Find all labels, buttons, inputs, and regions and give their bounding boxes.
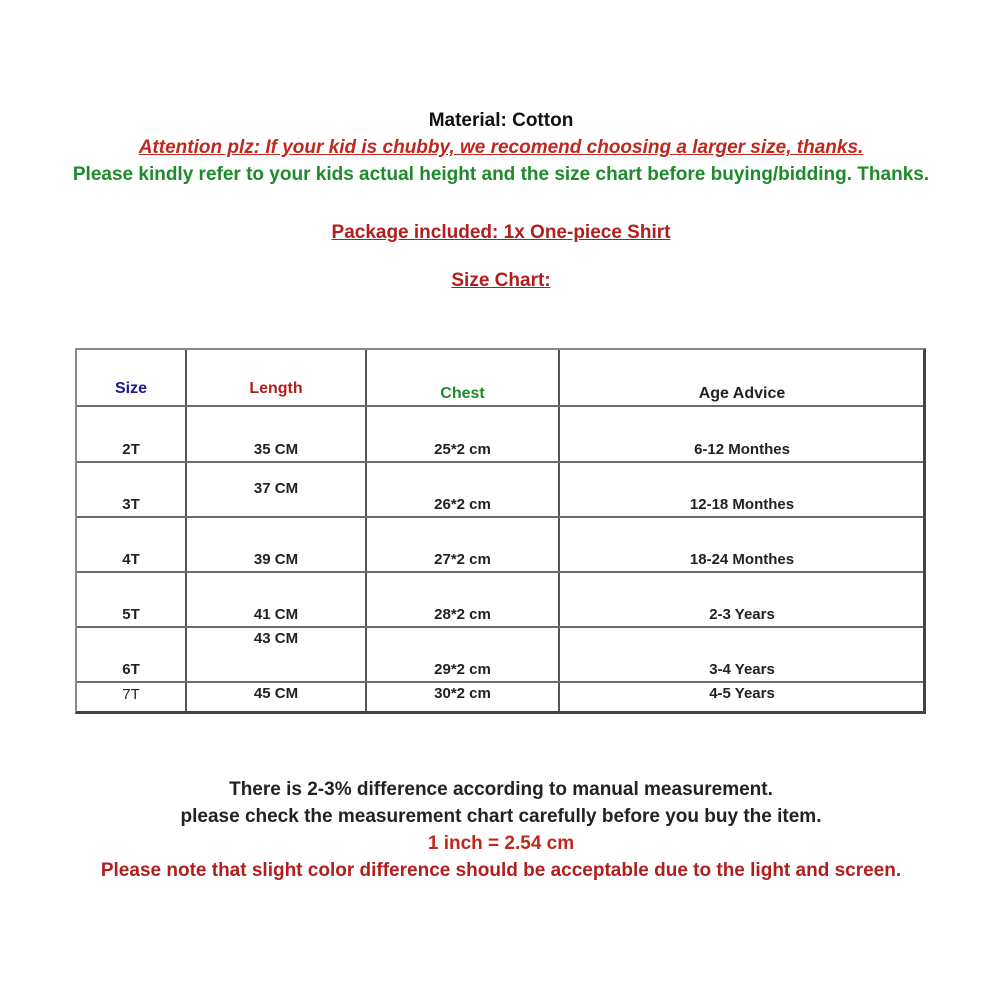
cell-length: 45 CM [253, 685, 299, 702]
cell-size: 7T [122, 686, 140, 703]
cell-length: 35 CM [253, 441, 299, 458]
column-header-chest: Chest [440, 385, 485, 402]
cell-chest: 30*2 cm [434, 685, 491, 702]
row-divider [77, 405, 923, 407]
cell-length: 41 CM [253, 606, 299, 623]
cell-size: 4T [122, 551, 140, 568]
row-divider [77, 461, 923, 463]
measurement-difference-note: There is 2-3% difference according to manual measurement. [229, 779, 773, 800]
cell-age: 18-24 Monthes [689, 551, 795, 568]
size-chart-title: Size Chart: [451, 270, 551, 291]
column-header-size: Size [114, 380, 147, 397]
refer-note: Please kindly refer to your kids actual height and the size chart before buying/bidding. Thanks. [72, 164, 930, 185]
row-divider [77, 516, 923, 518]
row-divider [77, 681, 923, 683]
size-chart-table [75, 348, 926, 714]
cell-length: 43 CM [253, 630, 299, 647]
cell-chest: 28*2 cm [434, 606, 491, 623]
row-divider [77, 626, 923, 628]
check-chart-note: please check the measurement chart carefully before you buy the item. [180, 806, 822, 827]
attention-note: Attention plz: If your kid is chubby, we recomend choosing a larger size, thanks. [138, 137, 864, 158]
inch-conversion-note: 1 inch = 2.54 cm [427, 833, 575, 854]
cell-chest: 25*2 cm [434, 441, 491, 458]
cell-length: 39 CM [253, 551, 299, 568]
cell-age: 12-18 Monthes [689, 496, 795, 513]
material-text: Material: Cotton [428, 110, 574, 131]
cell-chest: 27*2 cm [434, 551, 491, 568]
cell-size: 6T [122, 661, 140, 678]
column-header-length: Length [249, 380, 303, 397]
row-divider [77, 571, 923, 573]
color-difference-note: Please note that slight color difference should be acceptable due to the light and screen. [100, 860, 902, 881]
cell-size: 3T [122, 496, 140, 513]
cell-age: 6-12 Monthes [694, 441, 790, 458]
cell-age: 2-3 Years [709, 606, 775, 623]
cell-age: 3-4 Years [709, 661, 775, 678]
cell-length: 37 CM [253, 480, 299, 497]
cell-age: 4-5 Years [709, 685, 775, 702]
cell-size: 2T [122, 441, 140, 458]
cell-chest: 29*2 cm [434, 661, 491, 678]
cell-size: 5T [122, 606, 140, 623]
column-header-age-advice: Age Advice [698, 385, 786, 402]
package-included-text: Package included: 1x One-piece Shirt [331, 222, 671, 243]
cell-chest: 26*2 cm [434, 496, 491, 513]
